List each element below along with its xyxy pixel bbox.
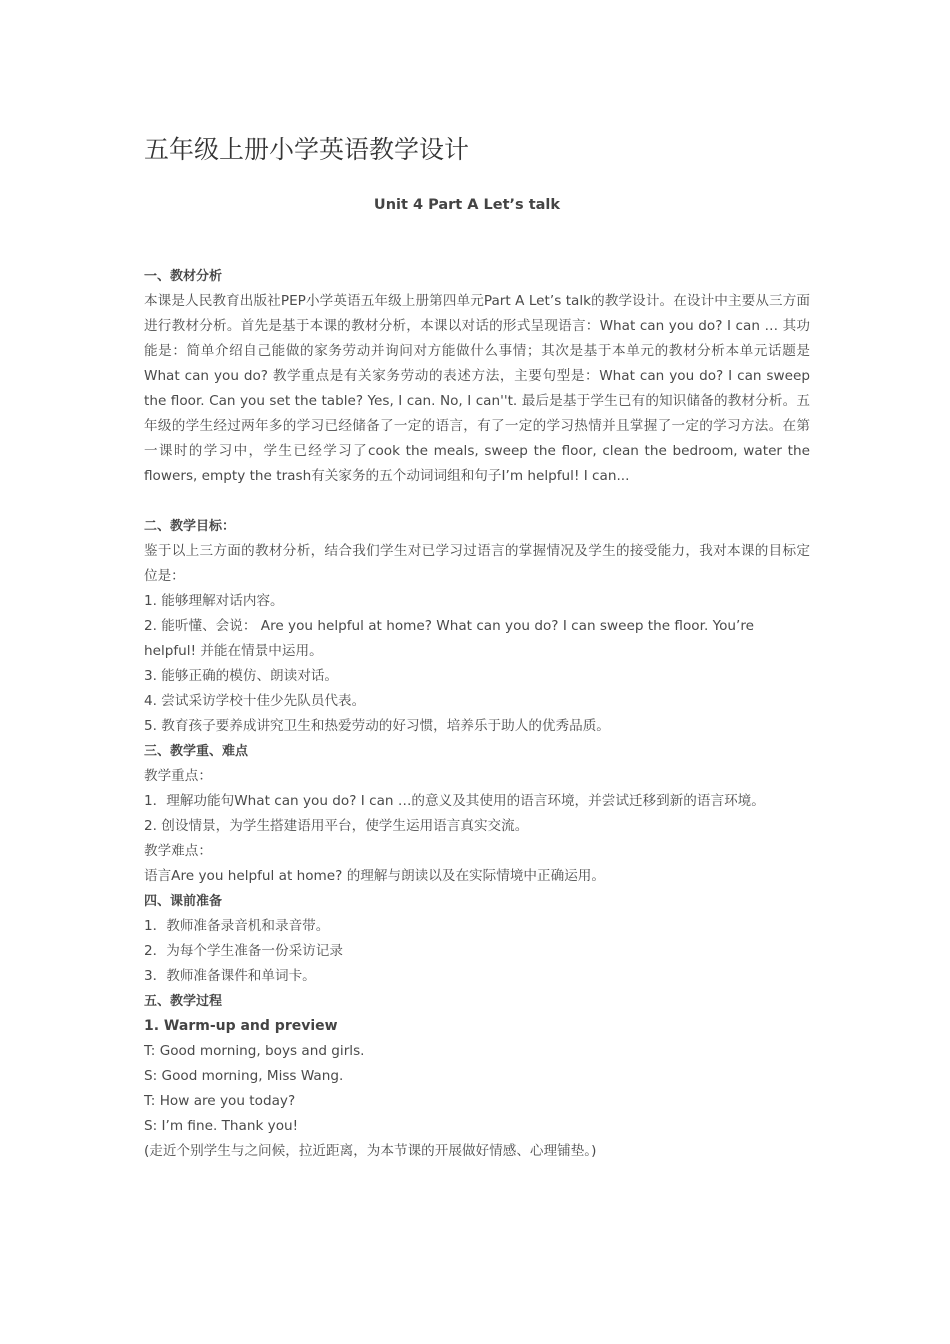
section-heading: 二、教学目标： [144, 519, 236, 534]
dialogue-line: T: Good morning, boys and girls. [144, 1043, 365, 1059]
section-teaching-process [144, 989, 810, 1164]
section-intro: 鉴于以上三方面的教材分析，结合我们学生对已学习过语言的掌握情况及学生的接受能力，我对本课的目标定位是： [144, 543, 810, 584]
section-textbook-analysis [144, 264, 810, 489]
list-item: 3. 能够正确的模仿、朗读对话。 [144, 668, 339, 684]
document-title: 五年级上册小学英语教学设计 [144, 135, 470, 164]
list-item: 4. 尝试采访学校十佳少先队员代表。 [144, 693, 366, 709]
difficult-points-label: 教学难点： [144, 843, 212, 859]
list-item: 3．教师准备课件和单词卡。 [144, 968, 316, 984]
section-teaching-goals [144, 514, 810, 739]
section-heading: 三、教学重、难点 [144, 744, 249, 759]
document-page [144, 132, 810, 1164]
dialogue-line: T: How are you today? [144, 1093, 296, 1109]
list-item: 1. 能够理解对话内容。 [144, 593, 284, 609]
list-item: 2. 能听懂、会说： Are you helpful at home? What can you do? I can sweep the floor. You’re helpful! 并能在情景中运用。 [144, 618, 754, 659]
difficult-points-text: 语言Are you helpful at home? 的理解与朗读以及在实际情境中正确运用。 [144, 868, 605, 884]
dialogue-line: S: I’m fine. Thank you! [144, 1118, 299, 1134]
key-points-label: 教学重点： [144, 768, 212, 784]
list-item: 1．理解功能句What can you do? I can …的意义及其使用的语言环境，并尝试迁移到新的语言环境。 [144, 793, 765, 809]
list-item: 5. 教育孩子要养成讲究卫生和热爱劳动的好习惯，培养乐于助人的优秀品质。 [144, 718, 610, 734]
step-title: 1. Warm-up and preview [144, 1018, 338, 1034]
dialogue-line: S: Good morning, Miss Wang. [144, 1068, 344, 1084]
section-heading: 四、课前准备 [144, 894, 223, 909]
list-item: 2．为每个学生准备一份采访记录 [144, 943, 343, 959]
section-heading: 五、教学过程 [144, 994, 223, 1009]
list-item: 1．教师准备录音机和录音带。 [144, 918, 330, 934]
section-preparation [144, 889, 810, 989]
section-key-difficult-points [144, 739, 810, 889]
section-heading: 一、教材分析 [144, 269, 223, 284]
list-item: 2. 创设情景，为学生搭建语用平台，使学生运用语言真实交流。 [144, 818, 529, 834]
document-subtitle: Unit 4 Part A Let’s talk [373, 197, 561, 213]
dialogue-note: (走近个别学生与之问候，拉近距离，为本节课的开展做好情感、心理铺垫。) [144, 1143, 597, 1159]
section-body: 本课是人民教育出版社PEP小学英语五年级上册第四单元Part A Let’s talk的教学设计。在设计中主要从三方面进行教材分析。首先是基于本课的教材分析，本课以对话的形式呈现语言：What can you do? I can … 其功能是：简单介绍自己能做的家务劳动并询问对方能做什么事情；其次是基于本单元的教材分析本单元话题是What can you do? 教学重点是有关家务劳动的表述方法，主要句型是：What can you do? I can sweep the floor. Can you set the table? Yes, I can. No, I can''t. 最后是基于学生已有的知识储备的教材分析。五年级的学生经过两年多的学习已经储备了一定的语言，有了一定的学习热情并且掌握了一定的学习方法。在第一课时的学习中，学生已经学习了cook the meals, sweep the floor, clean the bedroom, water the flowers, empty the trash有关家务的五个动词词组和句子I’m helpful! I can... [144, 293, 810, 484]
